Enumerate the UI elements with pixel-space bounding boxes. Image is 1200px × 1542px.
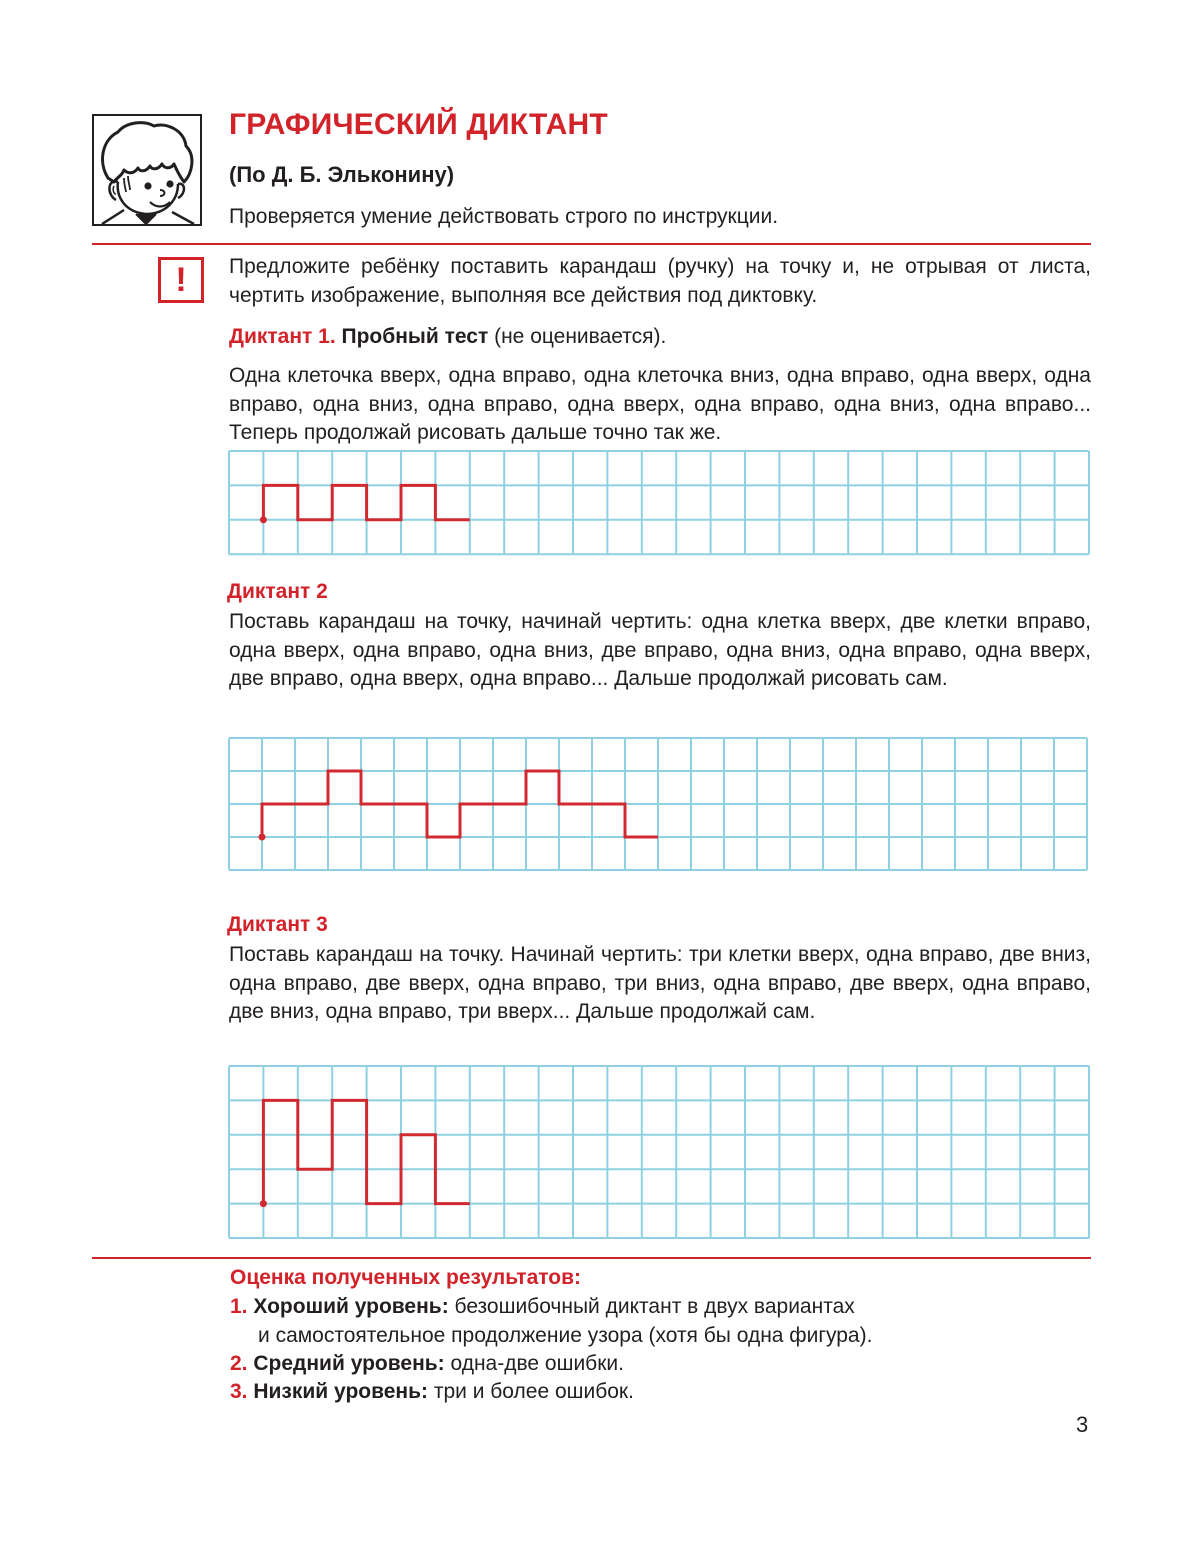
- dictation-3-text: Поставь карандаш на точку. Начинай чертить: три клетки вверх, одна вправо, две вниз, одна вправо, две вверх, одна вправо, три вниз, одна вправо, две вверх, одна вправо, две вниз, одна вправо, три вверх... Дальше продолжай сам.: [229, 943, 1091, 1023]
- pattern-path: [263, 485, 469, 519]
- author-subtitle: (По Д. Б. Эльконину): [229, 162, 455, 187]
- dictation-1-heading: [229, 323, 1091, 352]
- dictation-1-note: (не оценивается).: [488, 325, 667, 348]
- lead-text: Проверяется умение действовать строго по инструкции.: [229, 205, 779, 228]
- start-point-dot: [260, 1200, 267, 1207]
- divider-top: [92, 243, 1091, 245]
- result-level: Средний уровень:: [253, 1352, 445, 1375]
- result-text-cont: и самостоятельное продолжение узора (хотя бы одна фигура).: [258, 1323, 873, 1347]
- result-level: Низкий уровень:: [253, 1380, 428, 1403]
- boy-face-illustration-icon: [94, 116, 200, 224]
- result-level: Хороший уровень:: [253, 1295, 449, 1318]
- dictation-1-grid: [227, 449, 1091, 556]
- page-title: ГРАФИЧЕСКИЙ ДИКТАНТ: [229, 108, 608, 141]
- result-item-good: [230, 1293, 990, 1350]
- result-item-low: [230, 1378, 990, 1407]
- dictation-3-heading: Диктант 3: [227, 913, 328, 936]
- exclamation-icon: [158, 257, 204, 303]
- result-num: 2.: [230, 1352, 248, 1375]
- result-text: безошибочный диктант в двух вариантах: [448, 1295, 855, 1318]
- page-number: 3: [1076, 1412, 1089, 1437]
- divider-bottom: [92, 1257, 1091, 1259]
- result-num: 1.: [230, 1295, 248, 1318]
- result-text: одна-две ошибки.: [444, 1352, 624, 1375]
- dictation-2-heading: Диктант 2: [227, 580, 328, 603]
- dictation-1-bold: Пробный тест: [341, 325, 489, 348]
- start-point-dot: [259, 834, 266, 841]
- dictation-1-label: Диктант 1.: [229, 325, 336, 348]
- dictation-1-text: Одна клеточка вверх, одна вправо, одна клеточка вниз, одна вправо, одна вверх, одна вправо, одна вниз, одна вправо, одна вверх, одна вправо, одна вниз, одна вправо... Теперь продолжай рисовать дальше точно так же.: [229, 364, 1091, 444]
- dictation-2-grid: [227, 736, 1089, 872]
- start-point-dot: [260, 516, 267, 523]
- dictation-2-text: Поставь карандаш на точку, начинай чертить: одна клетка вверх, две клетки вправо, одна вверх, одна вправо, одна вниз, две вправо, одна вниз, одна вправо, одна вверх, две вправо, одна вверх, одна вправо... Дальше продолжай рисовать сам.: [229, 610, 1091, 690]
- instruction-text: Предложите ребёнку поставить карандаш (ручку) на точку и, не отрывая от листа, чертить изображение, выполняя все действия под диктовку.: [229, 255, 1091, 307]
- result-item-medium: [230, 1350, 990, 1379]
- pattern-path: [263, 1100, 469, 1203]
- exclamation-glyph: !: [175, 261, 187, 299]
- avatar: [92, 114, 202, 226]
- result-num: 3.: [230, 1380, 248, 1403]
- result-text: три и более ошибок.: [428, 1380, 634, 1403]
- results-title: Оценка полученных результатов:: [230, 1266, 581, 1289]
- dictation-3-grid: [227, 1064, 1091, 1240]
